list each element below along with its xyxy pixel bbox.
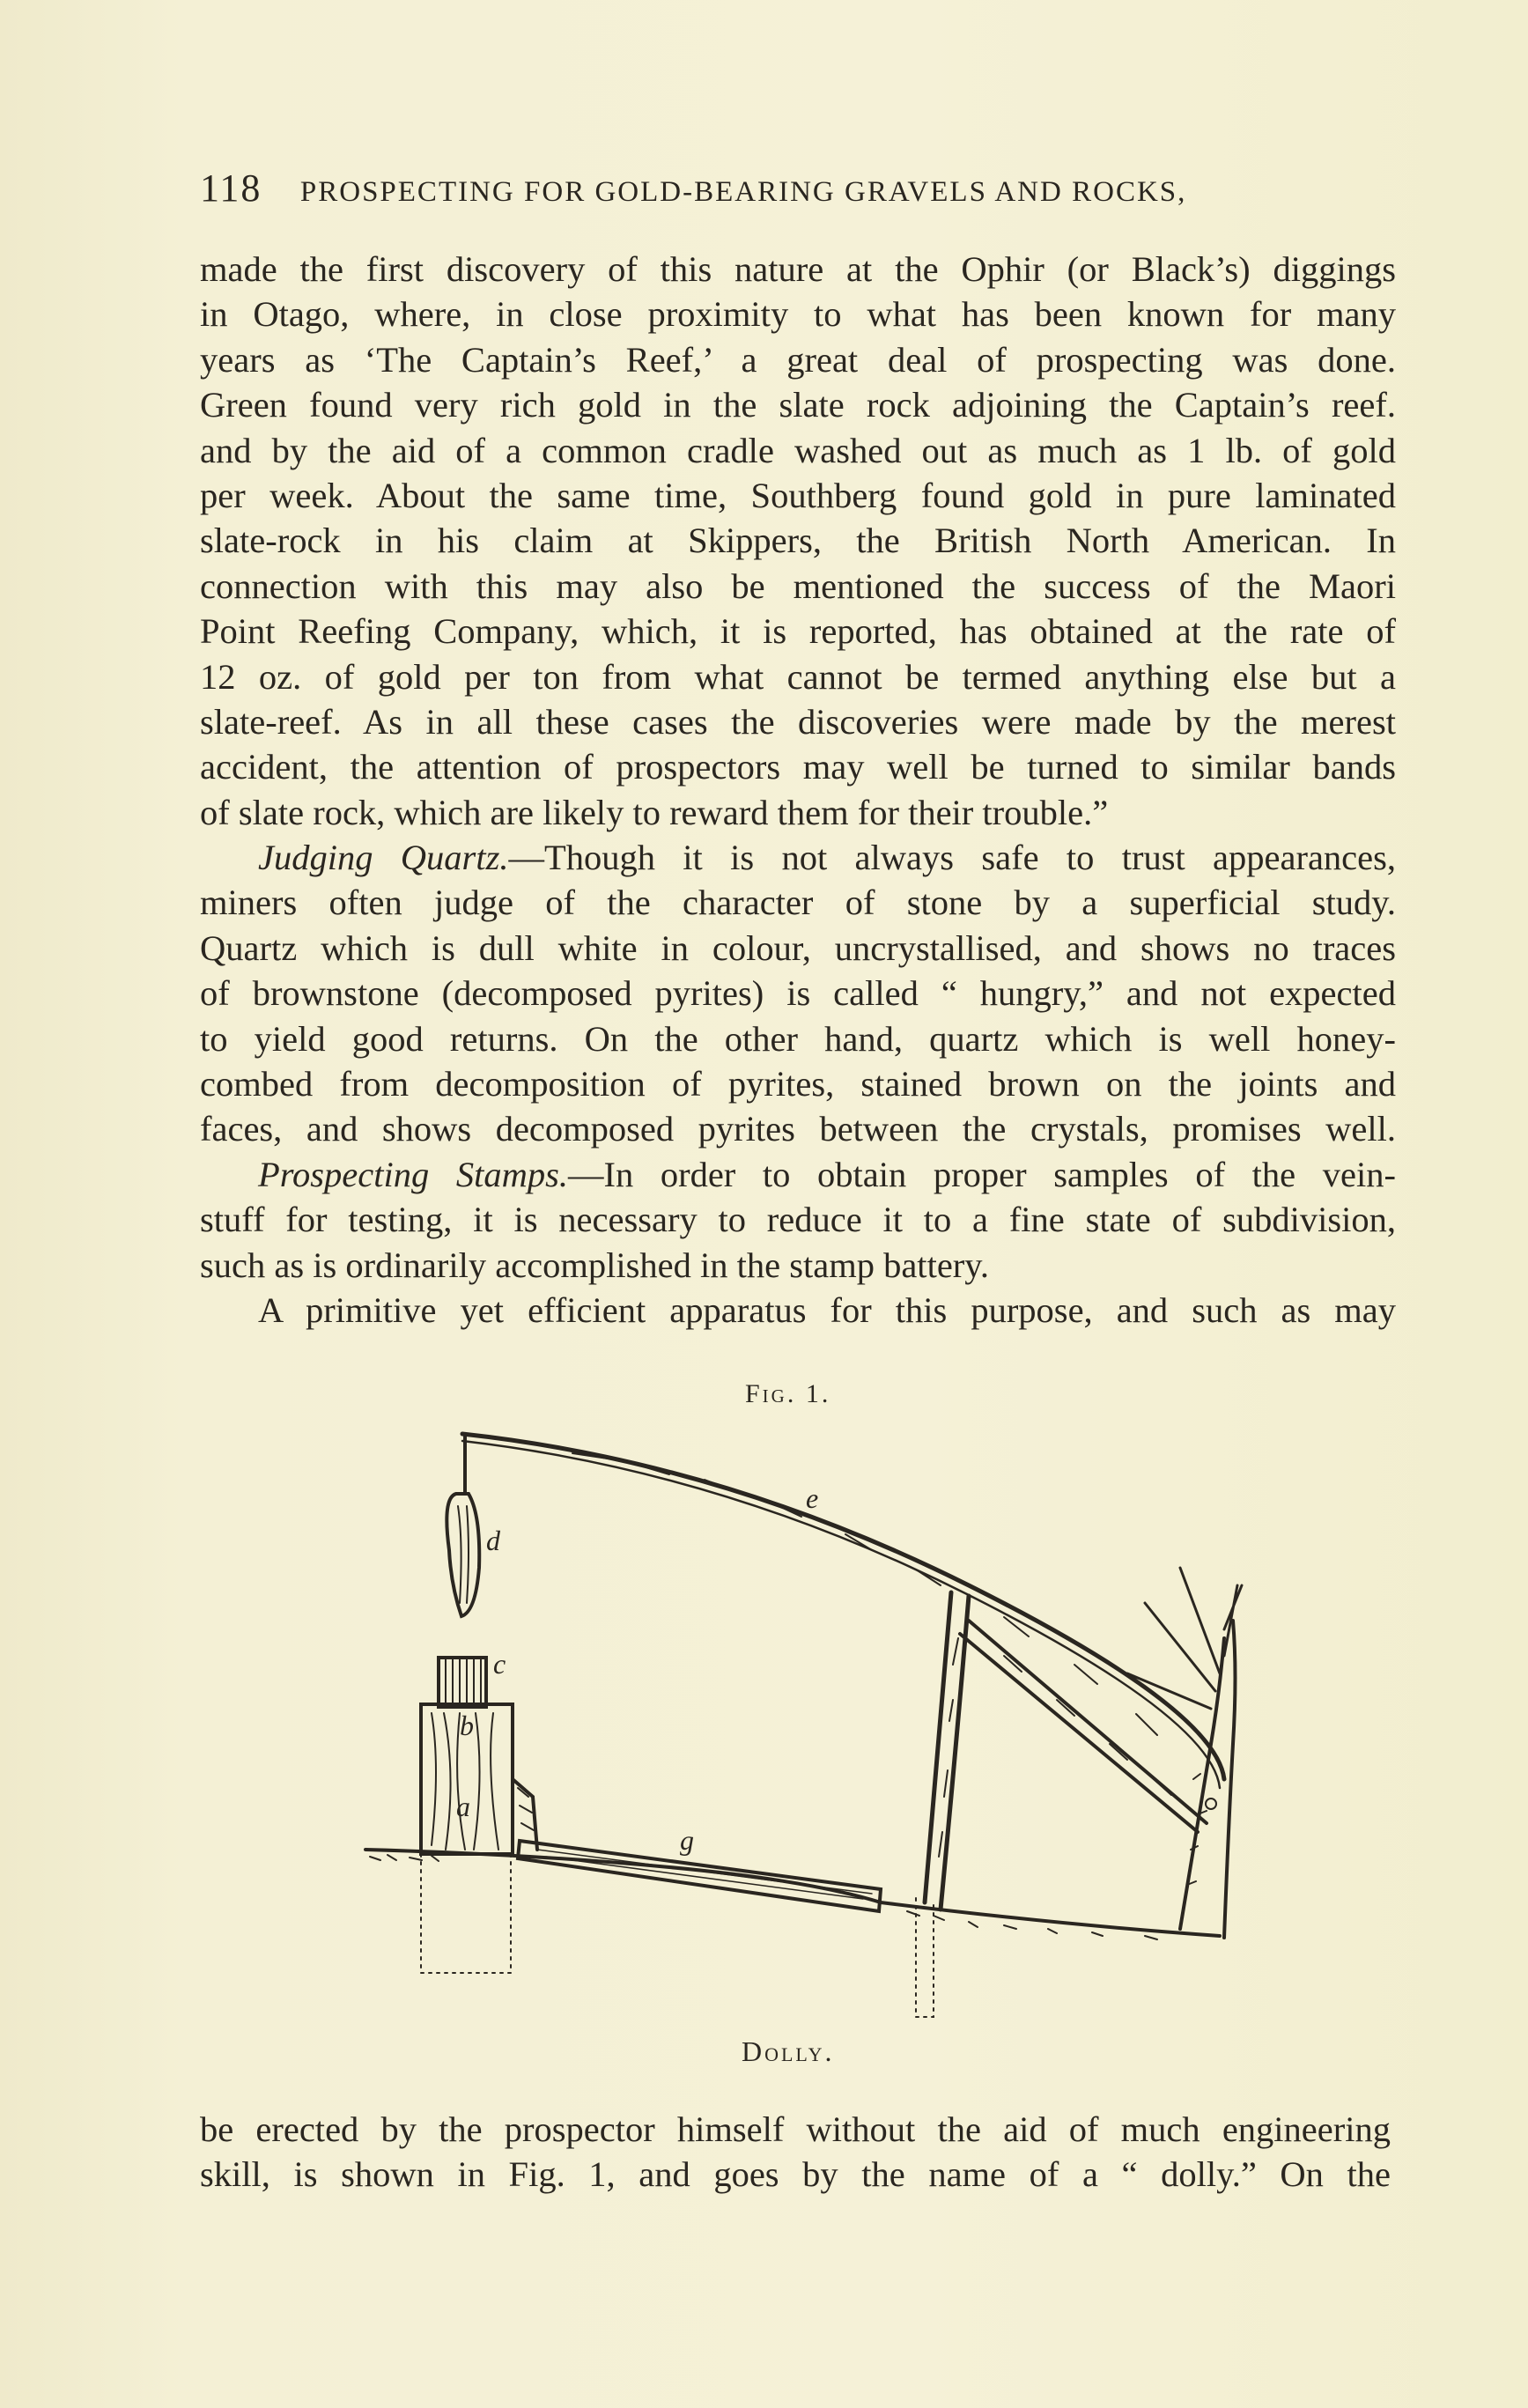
running-header — [200, 166, 1398, 211]
body-text — [200, 247, 1396, 1333]
text-line: of slate rock, which are likely to reward them for their trouble.” — [200, 792, 1109, 832]
weight-d — [447, 1494, 479, 1616]
text-line: per week. About the same time, Southberg found gold in pure laminated — [200, 475, 1396, 515]
text-line: slate-reef. As in all these cases the discoveries were made by the merest — [200, 701, 1396, 742]
page-number: 118 — [200, 166, 262, 210]
stamps-first-line: Prospecting Stamps.—In order to obtain proper samples of the vein- — [258, 1154, 1396, 1194]
text-line: such as is ordinarily accomplished in the stamp battery. — [200, 1245, 990, 1285]
text-line: Quartz which is dull white in colour, uncrystallised, and shows no traces — [200, 927, 1396, 968]
letter-e: e — [806, 1482, 819, 1514]
running-title: PROSPECTING FOR GOLD-BEARING GRAVELS AND ROCKS, — [299, 176, 1187, 208]
text-line: of brownstone (decomposed pyrites) is called “ hungry,” and not expected — [200, 973, 1396, 1014]
apparatus-line: A primitive yet efficient apparatus for this purpose, and such as may — [258, 1289, 1396, 1330]
text-line: Point Reefing Company, which, it is reported, has obtained at the rate of — [200, 611, 1396, 652]
text-line: stuff for testing, it is necessary to reduce it to a fine state of subdivision, — [200, 1200, 1396, 1240]
text-line: Green found very rich gold in the slate rock adjoining the Captain’s reef. — [200, 385, 1396, 425]
text-line: and by the aid of a common cradle washed out as much as 1 lb. of gold — [200, 430, 1396, 470]
text-line: to yield good returns. On the other hand, quartz which is well honey- — [200, 1018, 1396, 1059]
brace — [960, 1621, 1207, 1832]
text-line: faces, and shows decomposed pyrites between the crystals, promises well. — [200, 1109, 1396, 1149]
front-post — [925, 1592, 969, 1909]
text-line: years as ‘The Captain’s Reef,’ a great deal of prospecting was done. — [200, 339, 1396, 380]
spring-pole — [462, 1434, 1224, 1779]
stamps-heading: Prospecting Stamps. — [258, 1154, 568, 1194]
figure-caption: Dolly. — [742, 2035, 835, 2067]
closing-text — [200, 2107, 1391, 2197]
text-line: slate-rock in his claim at Skippers, the British North American. In — [200, 521, 1396, 561]
letter-c: c — [493, 1648, 506, 1680]
text-line: connection with this may also be mentioned the success of the Maori — [200, 565, 1396, 606]
text-line: be erected by the prospector himself without the aid of much engineering — [200, 2109, 1391, 2149]
letter-d: d — [486, 1525, 500, 1556]
text-line: accident, the attention of prospectors may well be turned to similar bands — [200, 747, 1396, 787]
text-line: combed from decomposition of pyrites, stained brown on the joints and — [200, 1064, 1396, 1104]
tree-stump — [1180, 1621, 1236, 1938]
mortar-a — [513, 1779, 537, 1850]
ground-line — [365, 1850, 1220, 1936]
letter-a: a — [456, 1791, 470, 1822]
letter-g: g — [680, 1824, 694, 1856]
slide-board-g — [518, 1841, 881, 1911]
text-line: made the first discovery of this nature at the Ophir (or Black’s) diggings — [200, 249, 1396, 289]
judging-heading: Judging Quartz. — [258, 838, 509, 878]
text-line: in Otago, where, in close proximity to what has been known for many — [200, 294, 1396, 335]
letter-b: b — [460, 1710, 474, 1741]
dolly-illustration — [352, 1409, 1251, 2026]
text-line: 12 oz. of gold per ton from what cannot be termed anything else but a — [200, 656, 1396, 697]
judging-first-line: Judging Quartz.—Though it is not always safe to trust appearances, — [258, 838, 1397, 878]
text-line: miners often judge of the character of stone by a superficial study. — [200, 883, 1396, 923]
figure-label: Fig. 1. — [745, 1379, 831, 1408]
text-line: skill, is shown in Fig. 1, and goes by the name of a “ dolly.” On the — [200, 2154, 1391, 2195]
